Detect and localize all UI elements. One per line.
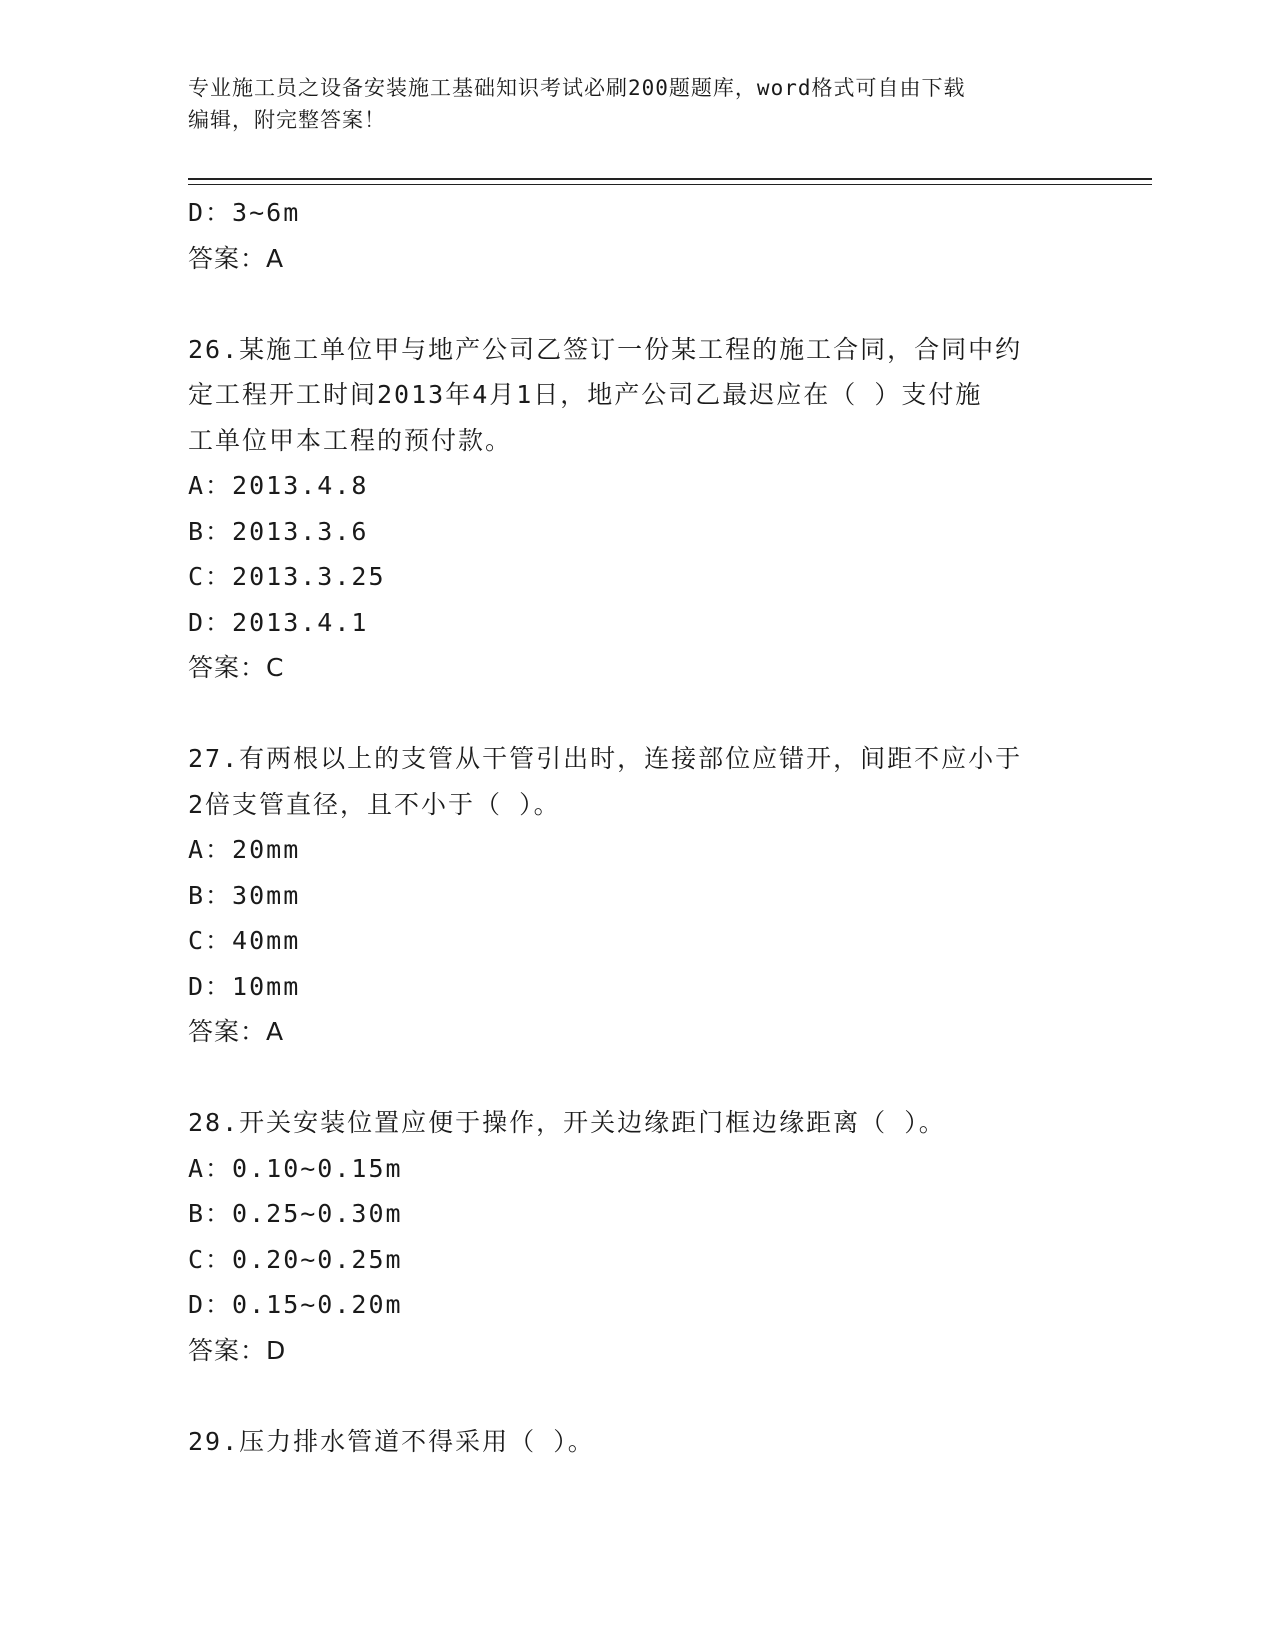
- question-text: 26.某施工单位甲与地产公司乙签订一份某工程的施工合同，合同中约: [188, 334, 1023, 364]
- option-c: C：2013.3.25: [188, 562, 386, 591]
- option-d: D：0.15~0.20m: [188, 1290, 403, 1319]
- question-text: 28.开关安装位置应便于操作，开关边缘距门框边缘距离（ ）。: [188, 1108, 946, 1137]
- question-text: 定工程开工时间2013年4月1日，地产公司乙最迟应在（ ）支付施: [188, 380, 983, 409]
- question-text: 29.压力排水管道不得采用（ ）。: [188, 1426, 595, 1456]
- option-b: B：2013.3.6: [188, 516, 369, 546]
- header-divider: [188, 178, 1152, 185]
- option-b: B：30mm: [188, 880, 301, 910]
- option-b: B：0.25~0.30m: [188, 1199, 403, 1228]
- answer-line: 答案：A: [188, 1017, 285, 1046]
- question-text: 工单位甲本工程的预付款。: [188, 425, 513, 455]
- question-29: [188, 1419, 1088, 1465]
- answer-line: 答案：A: [188, 243, 285, 273]
- spacer: [188, 1373, 1088, 1419]
- header-line-1: 专业施工员之设备安装施工基础知识考试必刷200题题库，word格式可自由下载: [188, 76, 966, 100]
- question-content: [188, 190, 1088, 1464]
- answer-line: 答案：C: [188, 653, 285, 682]
- option-c: C：40mm: [188, 926, 301, 955]
- question-26: [188, 327, 1088, 691]
- question-text: 27.有两根以上的支管从干管引出时，连接部位应错开，间距不应小于: [188, 744, 1023, 773]
- option-d: D：3~6m: [188, 198, 301, 227]
- option-a: A：0.10~0.15m: [188, 1153, 403, 1183]
- question-27: [188, 736, 1088, 1055]
- option-d: D：2013.4.1: [188, 607, 369, 637]
- header-line-2: 编辑，附完整答案！: [188, 108, 386, 132]
- question-28: [188, 1100, 1088, 1373]
- answer-line: 答案：D: [188, 1335, 287, 1365]
- option-d: D：10mm: [188, 971, 301, 1001]
- option-a: A：20mm: [188, 835, 301, 864]
- option-a: A：2013.4.8: [188, 471, 369, 500]
- page-header: [188, 72, 1088, 136]
- spacer: [188, 281, 1088, 327]
- spacer: [188, 1055, 1088, 1101]
- spacer: [188, 691, 1088, 737]
- option-c: C：0.20~0.25m: [188, 1244, 403, 1274]
- question-text: 2倍支管直径，且不小于（ ）。: [188, 789, 561, 819]
